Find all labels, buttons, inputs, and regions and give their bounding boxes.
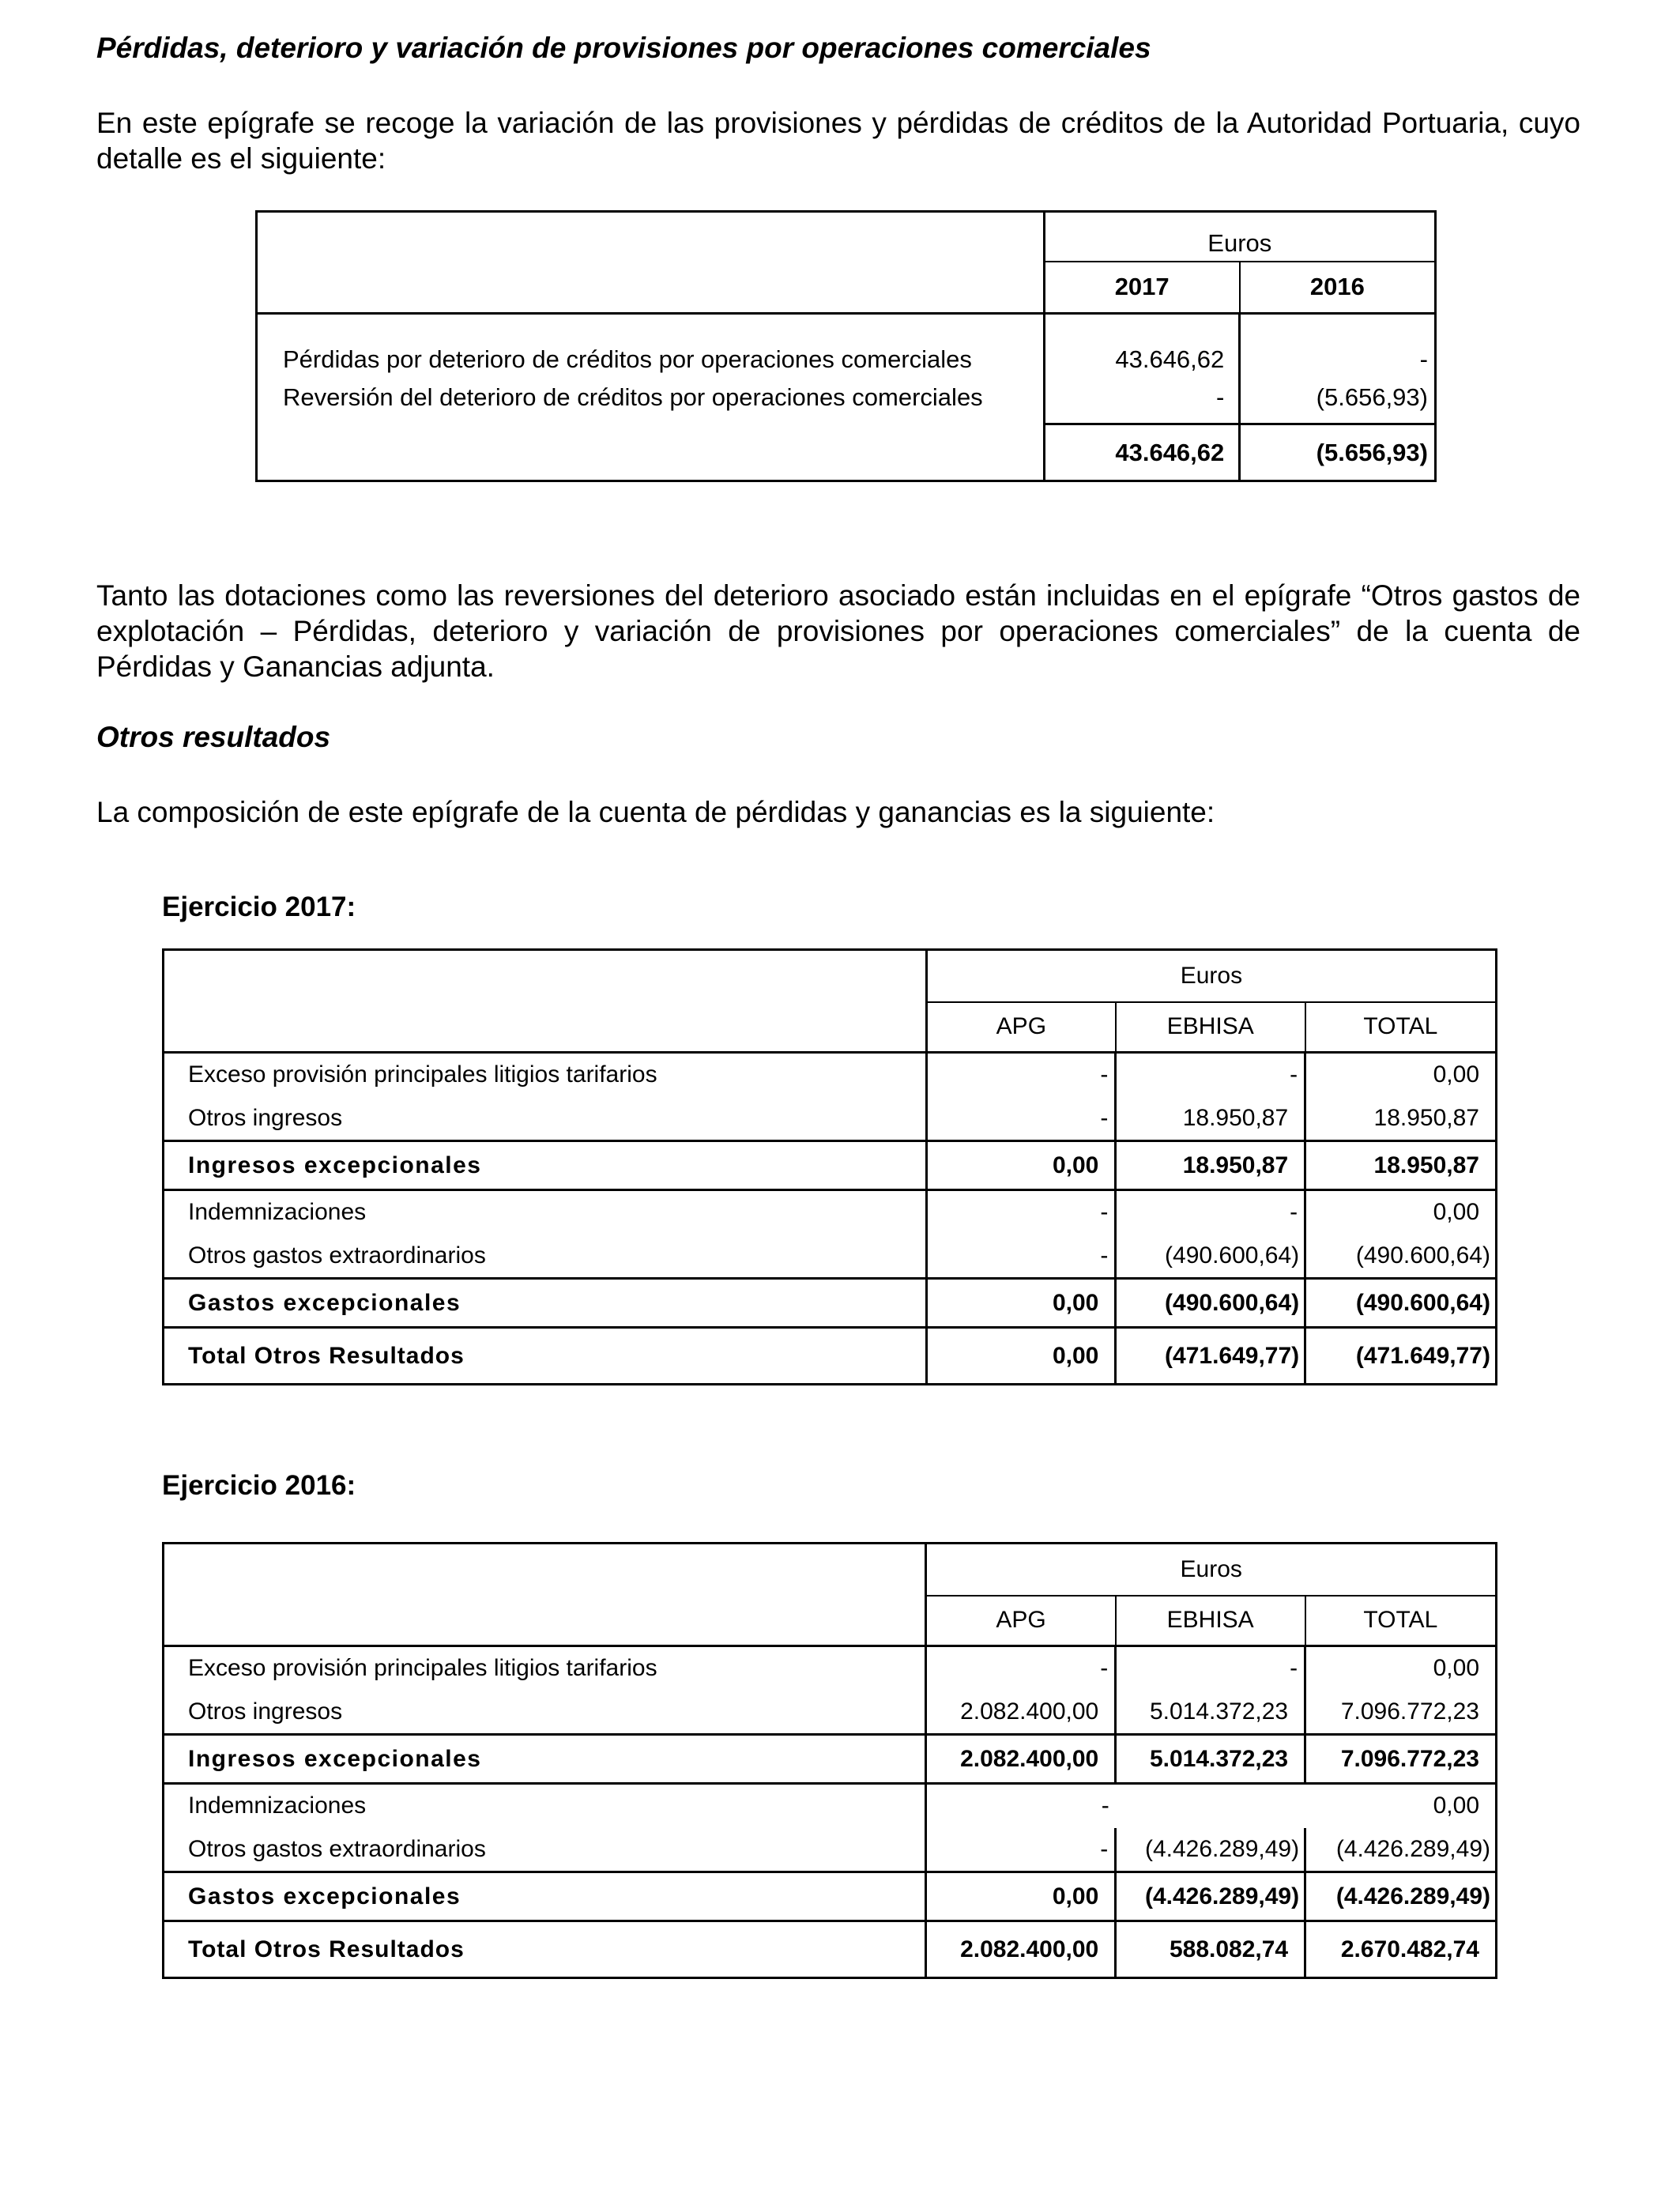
subtotal-row: Ingresos excepcionales 2.082.400,00 5.014.372,23 7.096.772,23 [164,1735,1497,1784]
section1-intro: En este epígrafe se recoge la variación de las provisiones y pérdidas de créditos de la Autoridad Portuaria, cuyo detalle es el siguiente: [96,107,1580,175]
table-row: Otros gastos extraordinarios - (490.600,64) (490.600,64) [164,1235,1497,1279]
table-row: Indemnizaciones - - 0,00 [164,1190,1497,1235]
provisions-unit-header: Euros [1044,212,1435,262]
row-value-2016: (5.656,93) [1240,380,1436,424]
subtotal-row: Gastos excepcionales 0,00 (490.600,64) (490.600,64) [164,1279,1497,1328]
grand-total-row: Total Otros Resultados 2.082.400,00 588.082,74 2.670.482,74 [164,1921,1497,1978]
exercise-2017-unit-header: Euros [926,950,1496,1002]
row-label: Indemnizaciones [164,1784,926,1828]
row-label: Indemnizaciones [164,1190,927,1235]
row-label: Otros gastos extraordinarios [164,1828,926,1872]
section2-intro: La composición de este epígrafe de la cuenta de pérdidas y ganancias es la siguiente: [96,796,1215,828]
col-header-apg: APG [926,1596,1116,1646]
provisions-year-2016: 2016 [1240,262,1436,314]
row-label: Ingresos excepcionales [164,1141,927,1190]
provisions-table-corner [257,212,1045,314]
total-2017: 43.646,62 [1044,424,1240,481]
table-row [257,314,1436,380]
row-label: Ingresos excepcionales [164,1735,926,1784]
row-label: Exceso provisión principales litigios tarifarios [164,1053,927,1097]
col-header-ebhisa: EBHISA [1116,1596,1305,1646]
row-label: Otros gastos extraordinarios [164,1235,927,1279]
subtotal-row: Ingresos excepcionales 0,00 18.950,87 18.950,87 [164,1141,1497,1190]
row-label: Reversión del deterioro de créditos por operaciones comerciales [257,380,1045,424]
row-label: Gastos excepcionales [164,1872,926,1921]
exercise-2016-label: Ejercicio 2016: [162,1470,356,1501]
row-label: Pérdidas por deterioro de créditos por operaciones comerciales [257,314,1045,380]
section-title-perdidas: Pérdidas, deterioro y variación de provisiones por operaciones comerciales [96,32,1151,64]
row-value-2016: - [1240,314,1436,380]
section-title-otros-resultados: Otros resultados [96,721,331,753]
table-row: Exceso provisión principales litigios tarifarios - - 0,00 [164,1053,1497,1097]
exercise-2017-table [162,948,1497,1385]
table-row: Otros ingresos - 18.950,87 18.950,87 [164,1097,1497,1141]
exercise-2016-table [162,1542,1497,1979]
provisions-table [255,210,1437,482]
row-value-2017: 43.646,62 [1044,314,1240,380]
exercise-2016-unit-header: Euros [926,1544,1497,1596]
row-label: Otros ingresos [164,1691,926,1735]
table-row: Indemnizaciones - 0,00 [164,1784,1497,1828]
row-label: Total Otros Resultados [164,1921,926,1978]
table-row: Otros ingresos 2.082.400,00 5.014.372,23 7.096.772,23 [164,1691,1497,1735]
table-total-row [257,424,1436,481]
row-value-2017: - [1044,380,1240,424]
table-row [257,380,1436,424]
row-label: Exceso provisión principales litigios tarifarios [164,1646,926,1691]
col-header-total: TOTAL [1305,1002,1497,1053]
provisions-year-2017: 2017 [1044,262,1240,314]
exercise-2017-label: Ejercicio 2017: [162,892,356,922]
row-label: Gastos excepcionales [164,1279,927,1328]
row-label: Total Otros Resultados [164,1328,927,1385]
section1-note: Tanto las dotaciones como las reversiones del deterioro asociado están incluidas en el epígrafe “Otros gastos de explotación – Pérdidas, deterioro y variación de provisiones por operaciones comerciales” de la cuenta de Pérdidas y Ganancias adjunta. [96,579,1580,683]
col-header-total: TOTAL [1305,1596,1497,1646]
table-row: Otros gastos extraordinarios - (4.426.289,49) (4.426.289,49) [164,1828,1497,1872]
subtotal-row: Gastos excepcionales 0,00 (4.426.289,49) (4.426.289,49) [164,1872,1497,1921]
row-label: Otros ingresos [164,1097,927,1141]
grand-total-row: Total Otros Resultados 0,00 (471.649,77) (471.649,77) [164,1328,1497,1385]
col-header-apg: APG [926,1002,1116,1053]
col-header-ebhisa: EBHISA [1116,1002,1305,1053]
table-row: Exceso provisión principales litigios tarifarios - - 0,00 [164,1646,1497,1691]
total-2016: (5.656,93) [1240,424,1436,481]
